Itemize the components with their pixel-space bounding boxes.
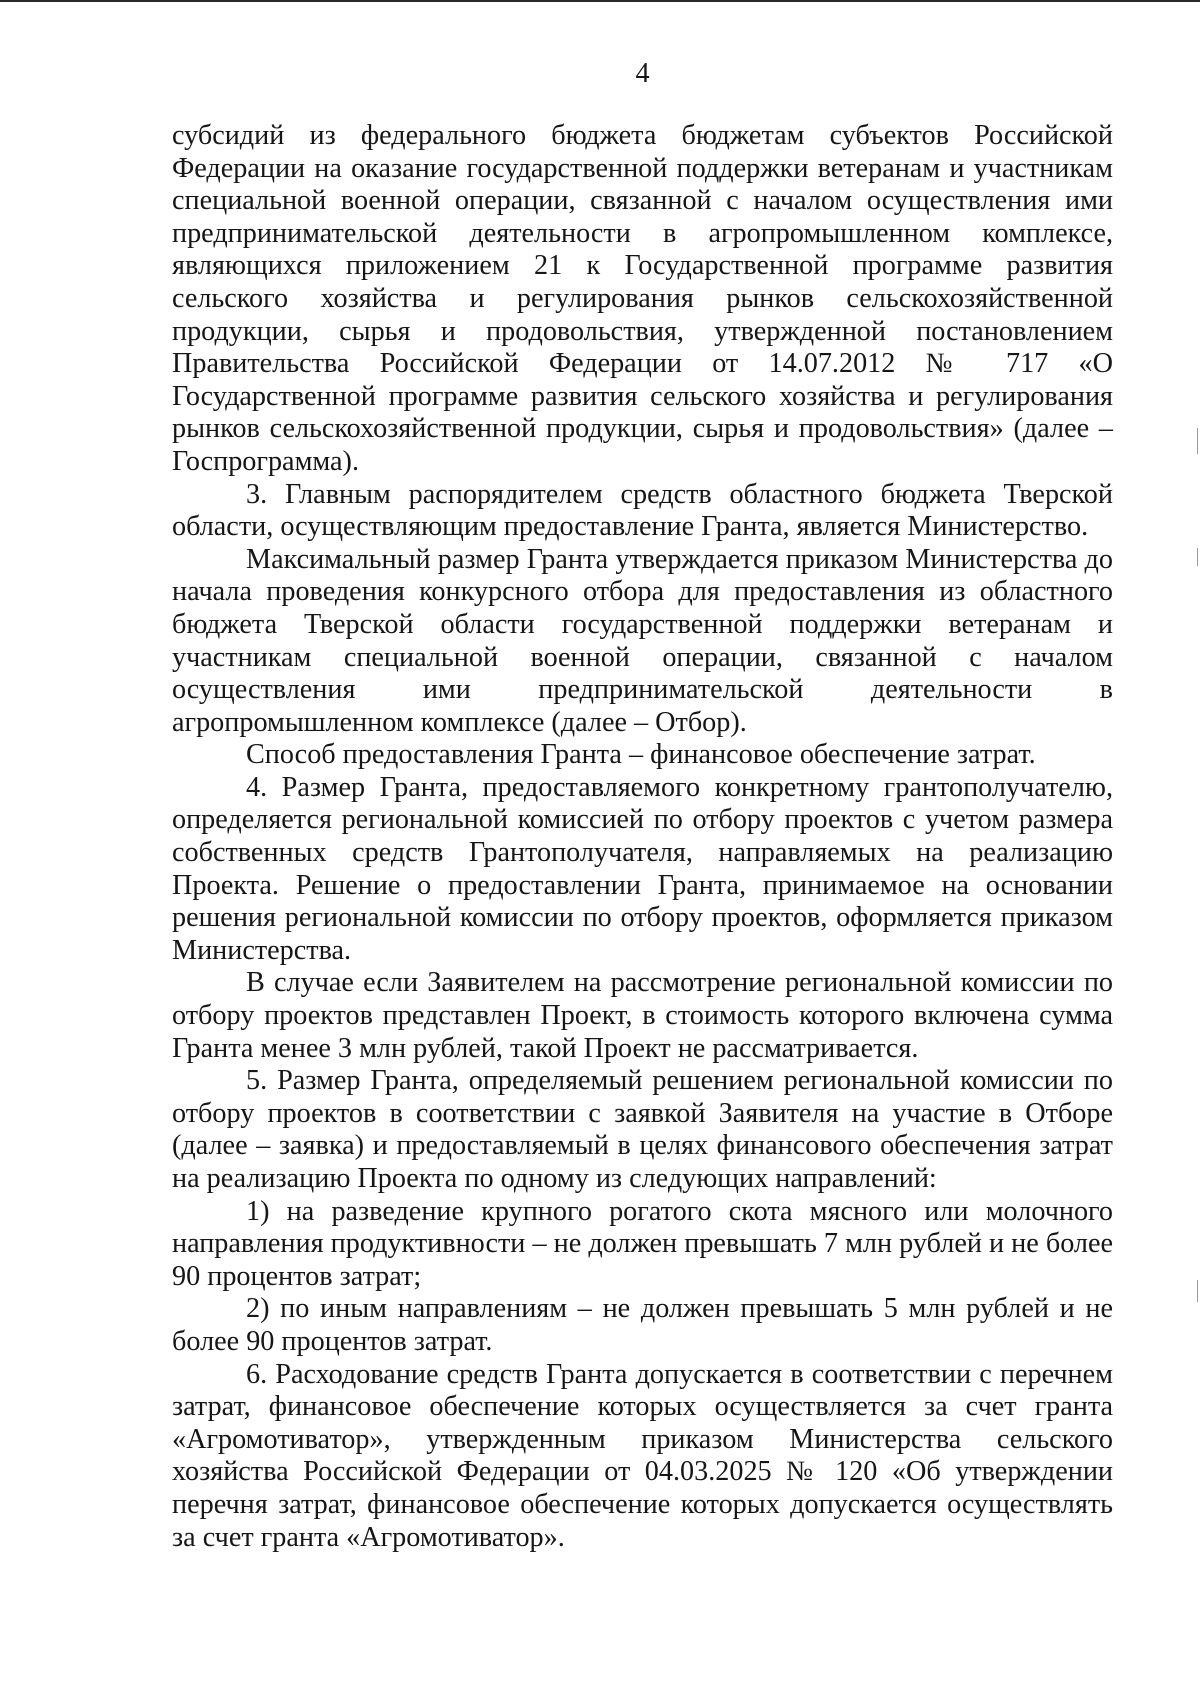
paragraph-subitem-1: 1) на разведение крупного рогатого скота мясного или молочного направления продуктивности – не должен превышать 7 млн рублей и не более 90 процентов затрат; (172, 1195, 1113, 1292)
scan-edge-mark (1197, 1280, 1198, 1302)
paragraph-rejection-condition: В случае если Заявителем на рассмотрение региональной комиссии по отбору проектов представлен Проект, в стоимость которого включена сумма Гранта менее 3 млн рублей, такой Проект не рассматривается. (172, 967, 1113, 1064)
paragraph-item-5: 5. Размер Гранта, определяемый решением региональной комиссии по отбору проектов в соответствии с заявкой Заявителя на участие в Отборе (далее – заявка) и предоставляемый в целях финансового обеспечения затрат на реализацию Проекта по одному из следующих направлений: (172, 1065, 1113, 1194)
scan-edge-line (0, 0, 1200, 2)
paragraph-item-3: 3. Главным распорядителем средств областного бюджета Тверской области, осуществляющим предоставление Гранта, является Министерство. (172, 478, 1113, 543)
paragraph-max-grant: Максимальный размер Гранта утверждается приказом Министерства до начала проведения конкурсного отбора для предоставления из областного бюджета Тверской области государственной поддержки ветеранам и участникам специальной военной операции, связанной с началом осуществления ими предпринимательской деятельности в агропромышленном комплексе (далее – Отбор). (172, 543, 1113, 738)
paragraph-grant-method: Способ предоставления Гранта – финансовое обеспечение затрат. (246, 739, 1036, 771)
scan-edge-mark (1197, 428, 1198, 454)
paragraph-item-6: 6. Расходование средств Гранта допускается в соответствии с перечнем затрат, финансовое обеспечение которых осуществляется за счет гранта «Агромотиватор», утвержденным приказом Министерства сельского хозяйства Российской Федерации от 04.03.2025 № 120 «Об утверждении перечня затрат, финансовое обеспечение которых допускается осуществлять за счет гранта «Агромотиватор». (172, 1358, 1113, 1553)
paragraph-item-4: 4. Размер Гранта, предоставляемого конкретному грантополучателю, определяется региональной комиссией по отбору проектов с учетом размера собственных средств Грантополучателя, направляемых на реализацию Проекта. Решение о предоставлении Гранта, принимаемое на основании решения региональной комиссии по отбору проектов, оформляется приказом Министерства. (172, 771, 1113, 966)
document-body (172, 120, 1113, 1554)
paragraph-subitem-2: 2) по иным направлениям – не должен превышать 5 млн рублей и не более 90 процентов затрат. (172, 1293, 1113, 1357)
page-number: 4 (635, 58, 650, 89)
scan-edge-mark (1197, 548, 1198, 566)
paragraph-continuation: субсидий из федерального бюджета бюджетам субъектов Российской Федерации на оказание государственной поддержки ветеранам и участникам специальной военной операции, связанной с началом осуществления ими предпринимательской деятельности в агропромышленном комплексе, являющихся приложением 21 к Государственной программе развития сельского хозяйства и регулирования рынков сельскохозяйственной продукции, сырья и продовольствия, утвержденной постановлением Правительства Российской Федерации от 14.07.2012 № 717 «О Государственной программе развития сельского хозяйства и регулирования рынков сельскохозяйственной продукции, сырья и продовольствия» (далее – Госпрограмма). (172, 120, 1113, 477)
